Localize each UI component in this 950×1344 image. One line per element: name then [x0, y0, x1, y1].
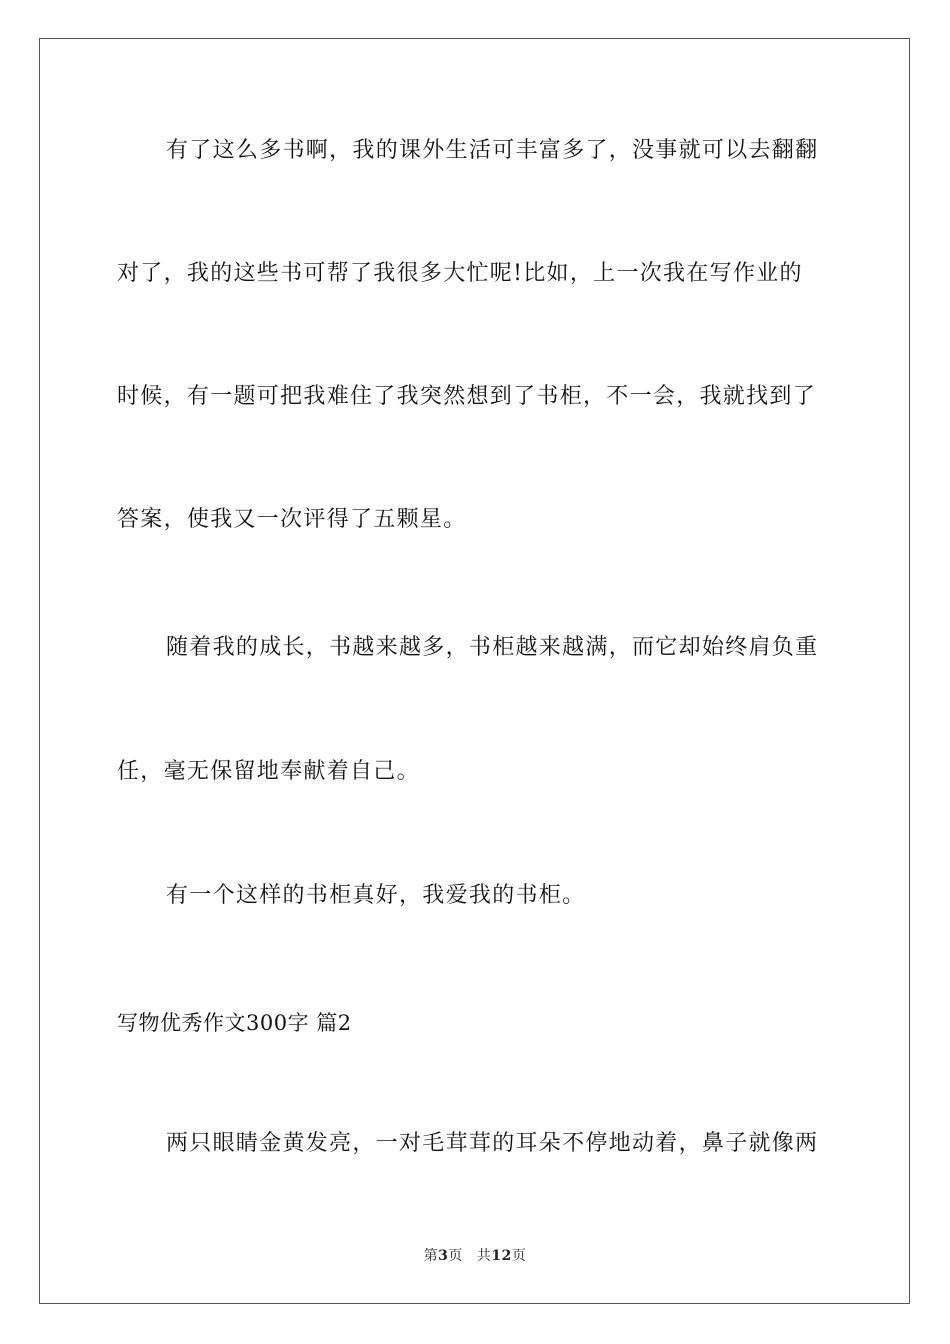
footer-page-prefix: 第	[423, 1248, 439, 1264]
paragraph-line-6: 任，毫无保留地奉献着自己。	[117, 759, 420, 784]
paragraph-line-2: 对了，我的这些书可帮了我很多大忙呢!比如，上一次我在写作业的	[117, 261, 803, 286]
footer-total-suffix: 页	[511, 1248, 527, 1264]
paragraph-line-5: 随着我的成长，书越来越多，书柜越来越满，而它却始终肩负重	[166, 635, 819, 660]
paragraph-line-8: 两只眼睛金黄发亮，一对毛茸茸的耳朵不停地动着，鼻子就像两	[166, 1131, 819, 1156]
paragraph-line-1: 有了这么多书啊，我的课外生活可丰富多了，没事就可以去翻翻	[166, 138, 819, 163]
section-heading: 写物优秀作文300字 篇2	[117, 1011, 352, 1035]
paragraph-line-7: 有一个这样的书柜真好，我爱我的书柜。	[166, 883, 586, 908]
paragraph-line-3: 时候，有一题可把我难住了我突然想到了书柜，不一会，我就找到了	[117, 384, 817, 409]
page-footer	[0, 1246, 950, 1266]
footer-total-pages: 12	[491, 1248, 512, 1264]
paragraph-line-4: 答案，使我又一次评得了五颗星。	[117, 507, 467, 532]
footer-total-prefix: 共	[476, 1248, 492, 1264]
page-frame	[39, 38, 910, 1304]
footer-page-number: 3	[438, 1248, 449, 1264]
footer-page-suffix: 页	[448, 1248, 463, 1264]
